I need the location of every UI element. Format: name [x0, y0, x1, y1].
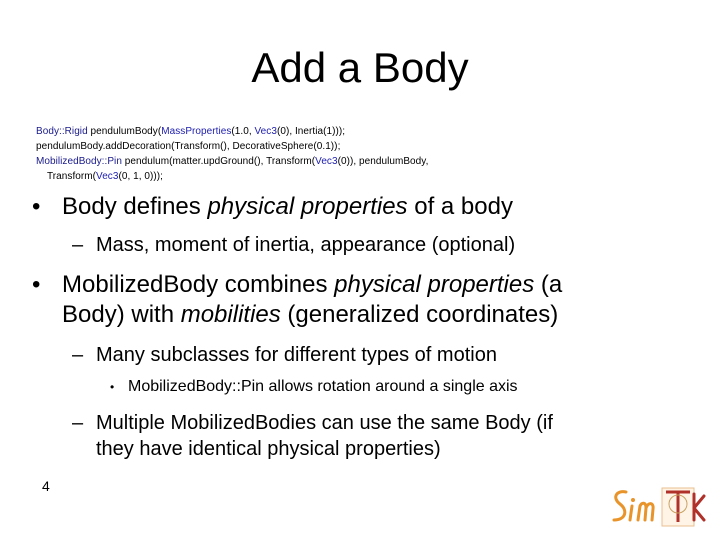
code-token: Transform(	[47, 171, 97, 182]
code-block	[36, 124, 696, 184]
code-token: Vec3	[315, 156, 338, 167]
code-token: MassProperties	[161, 126, 232, 137]
code-token: (0), Inertia(1)));	[276, 126, 346, 137]
bullet-mobilized-body	[32, 270, 702, 330]
bullet-line	[62, 270, 702, 300]
simtk-logo-icon	[608, 482, 708, 532]
code-token: Body::Rigid	[36, 126, 88, 137]
page-number: 4	[42, 478, 50, 494]
sub-bullet-mass	[72, 232, 516, 258]
code-token: (1.0,	[231, 126, 255, 137]
code-token: (0, 1, 0)));	[118, 171, 163, 182]
sub-bullet-multiple	[72, 410, 696, 462]
code-token: MobilizedBody::Pin	[36, 156, 122, 167]
sub-bullet-text: they have identical physical properties)	[96, 438, 441, 460]
sub-bullet-text: Multiple MobilizedBodies can use the same Body (if	[96, 412, 553, 434]
bullet-text: (a	[534, 271, 563, 298]
code-line-1	[36, 124, 696, 139]
bullet-dot-icon: •	[32, 271, 41, 298]
bullet-text: MobilizedBody combines	[62, 271, 335, 298]
code-token: Vec3	[254, 126, 277, 137]
sub-bullet-subclasses	[72, 342, 497, 368]
dash-icon: –	[72, 344, 84, 366]
bullet-dot-icon: •	[110, 380, 115, 394]
code-token: pendulum(matter.updGround(), Transform(	[121, 156, 316, 167]
bullet-emphasis: physical properties	[207, 193, 408, 220]
bullet-dot-icon: •	[32, 193, 41, 220]
code-line-3	[36, 154, 696, 169]
bullet-line	[62, 300, 702, 330]
dash-icon: –	[72, 412, 84, 434]
code-token: pendulumBody(	[87, 126, 162, 137]
code-token: Vec3	[96, 171, 119, 182]
sub-bullet-text: Mass, moment of inertia, appearance (optional)	[96, 234, 516, 256]
dash-icon: –	[72, 234, 84, 256]
bullet-emphasis: physical properties	[334, 271, 535, 298]
slide-title: Add a Body	[251, 44, 469, 91]
bullet-text: Body) with	[62, 301, 181, 328]
bullet-text: (generalized coordinates)	[280, 301, 559, 328]
code-token: (0)), pendulumBody,	[337, 156, 429, 167]
code-line-2: pendulumBody.addDecoration(Transform(), DecorativeSphere(0.1));	[36, 141, 341, 152]
sub-bullet-text: Many subclasses for different types of motion	[96, 344, 497, 366]
bullet-text: of a body	[407, 193, 513, 220]
bullet-text: Body defines	[62, 193, 208, 220]
bullet-body-definition	[32, 192, 513, 222]
sub-sub-bullet-text: MobilizedBody::Pin allows rotation around a single axis	[128, 378, 518, 395]
code-line-4	[36, 169, 696, 184]
bullet-emphasis: mobilities	[180, 301, 281, 328]
sub-sub-bullet-pin	[110, 376, 518, 398]
